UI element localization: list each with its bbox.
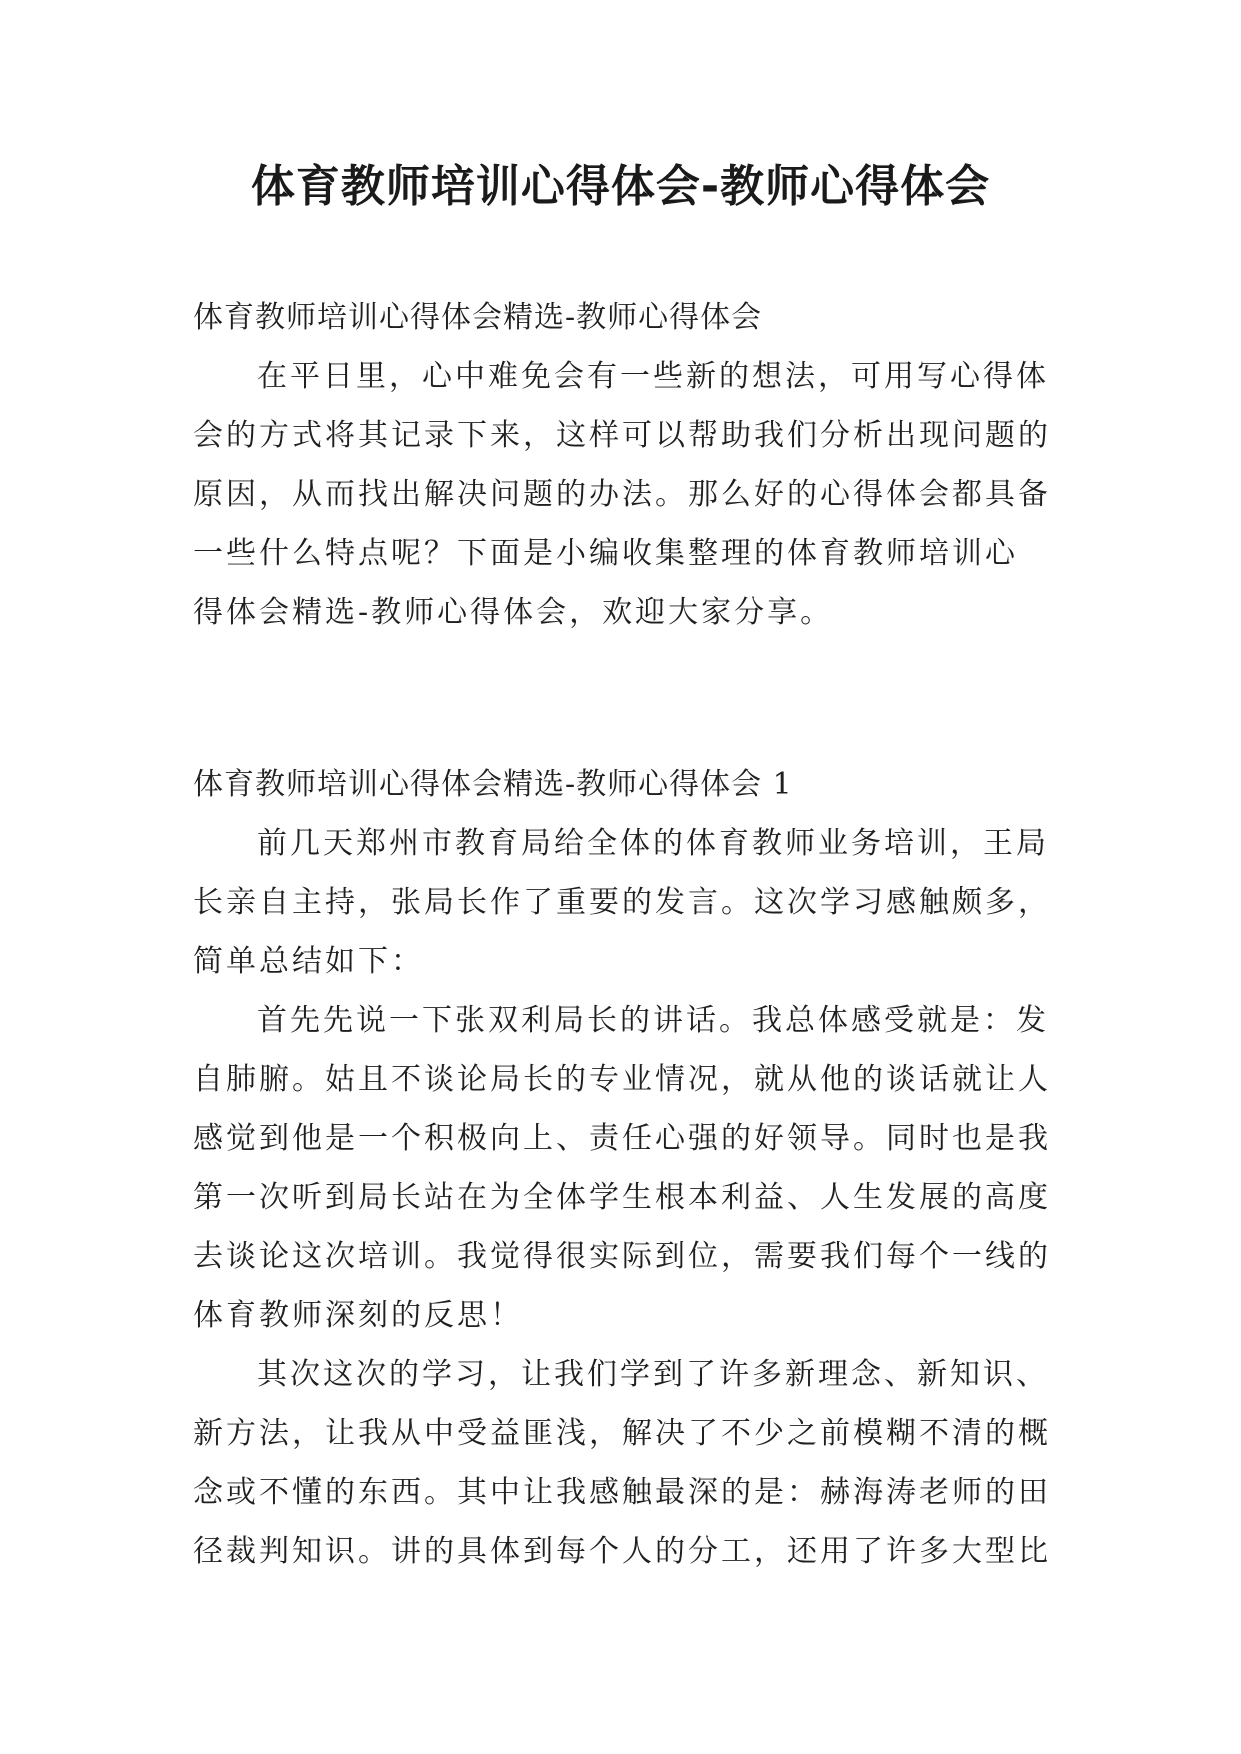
text-line: 去谈论这次培训。我觉得很实际到位，需要我们每个一线的 (193, 1239, 1051, 1274)
intro-paragraph (193, 347, 1055, 642)
text-line: 感觉到他是一个积极向上、责任心强的好领导。同时也是我 (193, 1121, 1051, 1156)
text-line: 体育教师深刻的反思！ (193, 1298, 523, 1333)
intro-heading: 体育教师培训心得体会精选-教师心得体会 (193, 300, 763, 335)
text-line: 自肺腑。姑且不谈论局长的专业情况，就从他的谈话就让人 (193, 1062, 1051, 1097)
text-line: 得体会精选-教师心得体会，欢迎大家分享。 (193, 595, 834, 630)
text-line: 首先先说一下张双利局长的讲话。我总体感受就是：发 (257, 1003, 1049, 1038)
text-line: 一些什么特点呢？下面是小编收集整理的体育教师培训心 (193, 536, 1018, 571)
document-body (193, 288, 1055, 1581)
text-line: 原因，从而找出解决问题的办法。那么好的心得体会都具备 (193, 477, 1051, 512)
text-line: 长亲自主持，张局长作了重要的发言。这次学习感触颇多， (193, 885, 1051, 920)
text-line: 其次这次的学习，让我们学到了许多新理念、新知识、 (257, 1357, 1049, 1392)
text-line: 会的方式将其记录下来，这样可以帮助我们分析出现问题的 (193, 418, 1051, 453)
text-line: 前几天郑州市教育局给全体的体育教师业务培训，王局 (257, 826, 1049, 861)
text-line: 简单总结如下： (193, 944, 424, 979)
paragraph-2 (193, 991, 1055, 1345)
text-line: 新方法，让我从中受益匪浅，解决了不少之前模糊不清的概 (193, 1416, 1051, 1451)
text-line: 念或不懂的东西。其中让我感触最深的是：赫海涛老师的田 (193, 1475, 1051, 1510)
paragraph-3 (193, 1345, 1055, 1581)
text-line: 径裁判知识。讲的具体到每个人的分工，还用了许多大型比 (193, 1534, 1051, 1569)
text-line: 在平日里，心中难免会有一些新的想法，可用写心得体 (257, 359, 1049, 394)
section-heading: 体育教师培训心得体会精选-教师心得体会 1 (193, 767, 793, 802)
document-title: 体育教师培训心得体会-教师心得体会 (250, 161, 991, 212)
text-line: 第一次听到局长站在为全体学生根本利益、人生发展的高度 (193, 1180, 1051, 1215)
section-spacer (193, 642, 1055, 755)
paragraph-1 (193, 814, 1055, 991)
